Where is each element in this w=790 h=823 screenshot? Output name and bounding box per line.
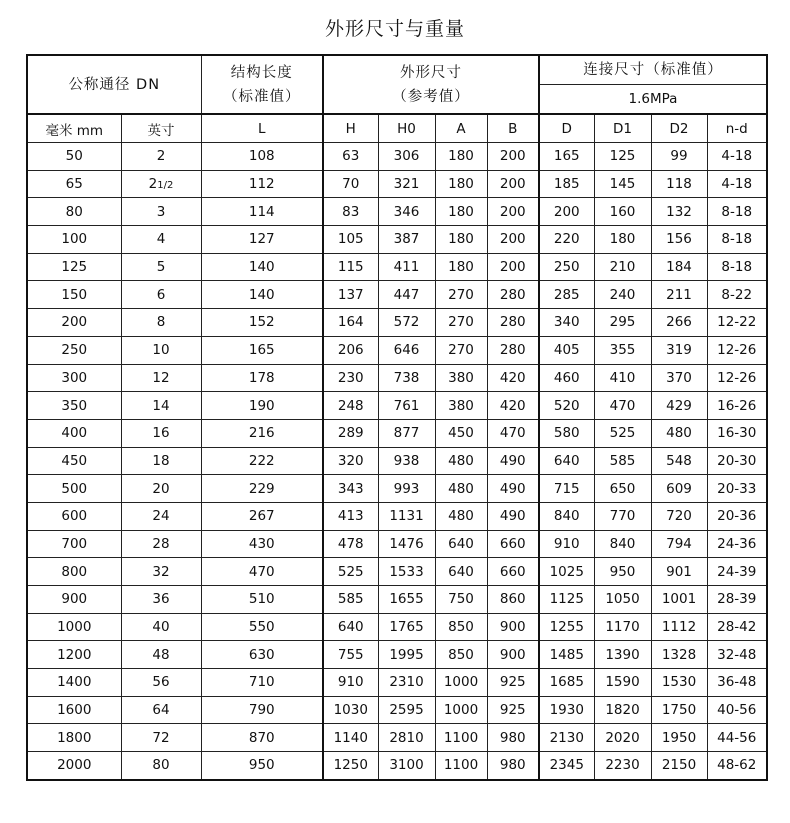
- table-row: [27, 392, 767, 420]
- cell-H: 585: [323, 586, 378, 614]
- cell-length-L: 140: [201, 253, 323, 281]
- cell-D2: 118: [651, 170, 707, 198]
- cell-D: 580: [539, 419, 594, 447]
- cell-dn-inch: 4: [121, 226, 201, 254]
- cell-A: 480: [435, 502, 487, 530]
- cell-H: 105: [323, 226, 378, 254]
- cell-H0: 306: [378, 143, 435, 171]
- cell-H: 164: [323, 309, 378, 337]
- cell-dn-inch: 2: [121, 143, 201, 171]
- cell-n-d: 8-18: [707, 253, 767, 281]
- cell-B: 490: [487, 502, 539, 530]
- cell-n-d: 8-22: [707, 281, 767, 309]
- dimensions-table: [26, 54, 768, 781]
- cell-D1: 1170: [594, 613, 651, 641]
- cell-A: 1100: [435, 724, 487, 752]
- header-outline-line2: （参考值）: [392, 88, 470, 105]
- cell-n-d: 40-56: [707, 696, 767, 724]
- header-structure-length: [201, 55, 323, 114]
- cell-D1: 470: [594, 392, 651, 420]
- cell-dn-inch: 12: [121, 364, 201, 392]
- cell-D2: 99: [651, 143, 707, 171]
- cell-D1: 1820: [594, 696, 651, 724]
- cell-n-d: 8-18: [707, 198, 767, 226]
- cell-dn-inch: 18: [121, 447, 201, 475]
- cell-n-d: 32-48: [707, 641, 767, 669]
- cell-dn-mm: 200: [27, 309, 121, 337]
- col-header-H: H: [323, 114, 378, 143]
- cell-n-d: 8-18: [707, 226, 767, 254]
- cell-length-L: 190: [201, 392, 323, 420]
- cell-n-d: 16-30: [707, 419, 767, 447]
- cell-D: 1930: [539, 696, 594, 724]
- cell-dn-mm: 400: [27, 419, 121, 447]
- cell-B: 280: [487, 281, 539, 309]
- cell-B: 660: [487, 558, 539, 586]
- cell-dn-inch: 72: [121, 724, 201, 752]
- cell-B: 900: [487, 641, 539, 669]
- cell-length-L: 790: [201, 696, 323, 724]
- cell-H0: 2310: [378, 669, 435, 697]
- table-row: [27, 530, 767, 558]
- cell-length-L: 470: [201, 558, 323, 586]
- cell-A: 270: [435, 309, 487, 337]
- cell-length-L: 222: [201, 447, 323, 475]
- cell-H0: 447: [378, 281, 435, 309]
- cell-length-L: 216: [201, 419, 323, 447]
- cell-B: 490: [487, 447, 539, 475]
- cell-length-L: 229: [201, 475, 323, 503]
- cell-n-d: 36-48: [707, 669, 767, 697]
- cell-n-d: 12-22: [707, 309, 767, 337]
- cell-n-d: 24-39: [707, 558, 767, 586]
- cell-D1: 240: [594, 281, 651, 309]
- cell-D: 1685: [539, 669, 594, 697]
- cell-H: 1250: [323, 752, 378, 780]
- cell-D: 1255: [539, 613, 594, 641]
- cell-D2: 609: [651, 475, 707, 503]
- cell-D: 200: [539, 198, 594, 226]
- cell-dn-mm: 50: [27, 143, 121, 171]
- cell-B: 200: [487, 170, 539, 198]
- cell-D2: 429: [651, 392, 707, 420]
- cell-D: 220: [539, 226, 594, 254]
- table-row: [27, 724, 767, 752]
- table-row: [27, 586, 767, 614]
- cell-dn-inch: 80: [121, 752, 201, 780]
- cell-D: 165: [539, 143, 594, 171]
- table-row: [27, 558, 767, 586]
- cell-D: 285: [539, 281, 594, 309]
- cell-length-L: 430: [201, 530, 323, 558]
- cell-A: 180: [435, 170, 487, 198]
- cell-D1: 1590: [594, 669, 651, 697]
- cell-dn-mm: 1800: [27, 724, 121, 752]
- cell-D1: 1390: [594, 641, 651, 669]
- cell-length-L: 550: [201, 613, 323, 641]
- cell-D1: 525: [594, 419, 651, 447]
- cell-H: 343: [323, 475, 378, 503]
- cell-length-L: 108: [201, 143, 323, 171]
- cell-A: 380: [435, 364, 487, 392]
- table-row: [27, 641, 767, 669]
- cell-D: 405: [539, 336, 594, 364]
- cell-dn-mm: 700: [27, 530, 121, 558]
- cell-dn-inch: 16: [121, 419, 201, 447]
- cell-D1: 585: [594, 447, 651, 475]
- table-row: [27, 752, 767, 780]
- cell-H0: 646: [378, 336, 435, 364]
- cell-H: 63: [323, 143, 378, 171]
- cell-D: 185: [539, 170, 594, 198]
- cell-D2: 548: [651, 447, 707, 475]
- cell-dn-mm: 500: [27, 475, 121, 503]
- cell-H: 83: [323, 198, 378, 226]
- cell-length-L: 178: [201, 364, 323, 392]
- cell-length-L: 630: [201, 641, 323, 669]
- cell-B: 200: [487, 143, 539, 171]
- col-header-D2: D2: [651, 114, 707, 143]
- cell-B: 420: [487, 392, 539, 420]
- cell-D2: 794: [651, 530, 707, 558]
- cell-dn-mm: 1400: [27, 669, 121, 697]
- cell-n-d: 16-26: [707, 392, 767, 420]
- cell-D1: 410: [594, 364, 651, 392]
- cell-D2: 480: [651, 419, 707, 447]
- col-header-H0: H0: [378, 114, 435, 143]
- cell-B: 200: [487, 198, 539, 226]
- cell-dn-mm: 125: [27, 253, 121, 281]
- cell-dn-inch: 32: [121, 558, 201, 586]
- table-row: [27, 336, 767, 364]
- cell-n-d: 24-36: [707, 530, 767, 558]
- header-outline-dimensions: [323, 55, 539, 114]
- cell-dn-inch: 20: [121, 475, 201, 503]
- cell-dn-mm: 250: [27, 336, 121, 364]
- cell-H0: 346: [378, 198, 435, 226]
- cell-D1: 650: [594, 475, 651, 503]
- cell-dn-mm: 350: [27, 392, 121, 420]
- cell-D2: 156: [651, 226, 707, 254]
- cell-D: 250: [539, 253, 594, 281]
- cell-n-d: 4-18: [707, 170, 767, 198]
- cell-D1: 145: [594, 170, 651, 198]
- cell-length-L: 870: [201, 724, 323, 752]
- cell-A: 640: [435, 558, 487, 586]
- cell-D2: 370: [651, 364, 707, 392]
- cell-dn-inch: 10: [121, 336, 201, 364]
- cell-length-L: 112: [201, 170, 323, 198]
- header-nominal-dn: 公称通径 DN: [27, 55, 201, 114]
- cell-dn-inch: 56: [121, 669, 201, 697]
- cell-dn-inch: 28: [121, 530, 201, 558]
- cell-A: 640: [435, 530, 487, 558]
- col-header-inch: 英寸: [121, 114, 201, 143]
- table-row: [27, 143, 767, 171]
- cell-D1: 295: [594, 309, 651, 337]
- header-outline-line1: 外形尺寸: [400, 64, 462, 81]
- cell-dn-mm: 150: [27, 281, 121, 309]
- cell-length-L: 267: [201, 502, 323, 530]
- cell-A: 850: [435, 613, 487, 641]
- cell-D1: 210: [594, 253, 651, 281]
- cell-D: 640: [539, 447, 594, 475]
- cell-D2: 1750: [651, 696, 707, 724]
- cell-D2: 184: [651, 253, 707, 281]
- cell-n-d: 4-18: [707, 143, 767, 171]
- col-header-mm: 毫米 mm: [27, 114, 121, 143]
- cell-dn-inch: 21/2: [121, 170, 201, 198]
- cell-B: 925: [487, 696, 539, 724]
- cell-A: 180: [435, 198, 487, 226]
- cell-B: 490: [487, 475, 539, 503]
- table-row: [27, 502, 767, 530]
- cell-n-d: 28-42: [707, 613, 767, 641]
- inch-fraction: 1/2: [157, 180, 174, 192]
- cell-dn-inch: 3: [121, 198, 201, 226]
- cell-H0: 2810: [378, 724, 435, 752]
- cell-D: 715: [539, 475, 594, 503]
- table-row: [27, 475, 767, 503]
- cell-H0: 387: [378, 226, 435, 254]
- cell-dn-mm: 900: [27, 586, 121, 614]
- cell-D: 2345: [539, 752, 594, 780]
- table-row: [27, 281, 767, 309]
- cell-B: 980: [487, 752, 539, 780]
- cell-dn-mm: 80: [27, 198, 121, 226]
- cell-A: 180: [435, 226, 487, 254]
- cell-H: 289: [323, 419, 378, 447]
- header-structure-length-line2: （标准值）: [223, 88, 301, 105]
- cell-A: 850: [435, 641, 487, 669]
- cell-H: 1030: [323, 696, 378, 724]
- cell-B: 280: [487, 309, 539, 337]
- cell-H0: 2595: [378, 696, 435, 724]
- table-row: [27, 253, 767, 281]
- col-header-D1: D1: [594, 114, 651, 143]
- cell-length-L: 114: [201, 198, 323, 226]
- header-structure-length-line1: 结构长度: [230, 64, 293, 81]
- cell-dn-mm: 600: [27, 502, 121, 530]
- cell-D1: 2230: [594, 752, 651, 780]
- cell-n-d: 20-33: [707, 475, 767, 503]
- cell-dn-mm: 2000: [27, 752, 121, 780]
- cell-A: 480: [435, 447, 487, 475]
- cell-B: 925: [487, 669, 539, 697]
- cell-H0: 1476: [378, 530, 435, 558]
- cell-D2: 266: [651, 309, 707, 337]
- col-header-D: D: [539, 114, 594, 143]
- cell-H0: 738: [378, 364, 435, 392]
- cell-n-d: 28-39: [707, 586, 767, 614]
- table-row: [27, 613, 767, 641]
- table-row: [27, 364, 767, 392]
- table-row: [27, 669, 767, 697]
- cell-H0: 321: [378, 170, 435, 198]
- cell-dn-inch: 6: [121, 281, 201, 309]
- cell-H0: 411: [378, 253, 435, 281]
- cell-H: 70: [323, 170, 378, 198]
- cell-D: 1125: [539, 586, 594, 614]
- table-row: [27, 447, 767, 475]
- cell-H0: 1995: [378, 641, 435, 669]
- cell-dn-inch: 36: [121, 586, 201, 614]
- cell-D1: 1050: [594, 586, 651, 614]
- table-row: [27, 198, 767, 226]
- table-row: [27, 226, 767, 254]
- cell-dn-mm: 65: [27, 170, 121, 198]
- cell-n-d: 20-30: [707, 447, 767, 475]
- cell-n-d: 48-62: [707, 752, 767, 780]
- cell-B: 280: [487, 336, 539, 364]
- cell-D1: 355: [594, 336, 651, 364]
- cell-D2: 319: [651, 336, 707, 364]
- cell-n-d: 12-26: [707, 364, 767, 392]
- col-header-L: L: [201, 114, 323, 143]
- cell-D: 340: [539, 309, 594, 337]
- cell-H: 248: [323, 392, 378, 420]
- cell-A: 1100: [435, 752, 487, 780]
- cell-D2: 1328: [651, 641, 707, 669]
- cell-A: 270: [435, 336, 487, 364]
- col-header-n-d: n-d: [707, 114, 767, 143]
- cell-length-L: 140: [201, 281, 323, 309]
- cell-D: 1485: [539, 641, 594, 669]
- table-row: [27, 696, 767, 724]
- cell-H: 115: [323, 253, 378, 281]
- cell-H0: 572: [378, 309, 435, 337]
- cell-B: 200: [487, 226, 539, 254]
- cell-D1: 770: [594, 502, 651, 530]
- cell-dn-mm: 1200: [27, 641, 121, 669]
- cell-D: 840: [539, 502, 594, 530]
- cell-A: 480: [435, 475, 487, 503]
- cell-A: 180: [435, 253, 487, 281]
- cell-D1: 180: [594, 226, 651, 254]
- cell-H0: 1655: [378, 586, 435, 614]
- cell-H: 525: [323, 558, 378, 586]
- cell-A: 450: [435, 419, 487, 447]
- cell-A: 380: [435, 392, 487, 420]
- cell-D2: 1950: [651, 724, 707, 752]
- cell-B: 200: [487, 253, 539, 281]
- header-pressure: 1.6MPa: [539, 85, 767, 115]
- cell-D2: 1112: [651, 613, 707, 641]
- cell-length-L: 950: [201, 752, 323, 780]
- cell-H: 910: [323, 669, 378, 697]
- cell-D2: 2150: [651, 752, 707, 780]
- cell-dn-mm: 800: [27, 558, 121, 586]
- cell-H: 1140: [323, 724, 378, 752]
- cell-D: 520: [539, 392, 594, 420]
- cell-H: 320: [323, 447, 378, 475]
- cell-D2: 901: [651, 558, 707, 586]
- cell-length-L: 165: [201, 336, 323, 364]
- cell-D1: 950: [594, 558, 651, 586]
- cell-D1: 160: [594, 198, 651, 226]
- cell-D2: 211: [651, 281, 707, 309]
- cell-H0: 761: [378, 392, 435, 420]
- cell-A: 1000: [435, 669, 487, 697]
- cell-length-L: 127: [201, 226, 323, 254]
- cell-dn-mm: 1600: [27, 696, 121, 724]
- cell-B: 980: [487, 724, 539, 752]
- cell-dn-mm: 450: [27, 447, 121, 475]
- cell-n-d: 12-26: [707, 336, 767, 364]
- cell-H: 640: [323, 613, 378, 641]
- cell-dn-mm: 100: [27, 226, 121, 254]
- cell-D: 460: [539, 364, 594, 392]
- cell-dn-inch: 64: [121, 696, 201, 724]
- cell-D1: 2020: [594, 724, 651, 752]
- cell-A: 750: [435, 586, 487, 614]
- col-header-A: A: [435, 114, 487, 143]
- cell-H: 137: [323, 281, 378, 309]
- cell-length-L: 152: [201, 309, 323, 337]
- cell-H0: 877: [378, 419, 435, 447]
- cell-dn-inch: 5: [121, 253, 201, 281]
- cell-H0: 993: [378, 475, 435, 503]
- cell-A: 270: [435, 281, 487, 309]
- cell-H0: 3100: [378, 752, 435, 780]
- cell-D2: 1530: [651, 669, 707, 697]
- cell-B: 470: [487, 419, 539, 447]
- cell-n-d: 20-36: [707, 502, 767, 530]
- cell-dn-inch: 14: [121, 392, 201, 420]
- cell-H: 478: [323, 530, 378, 558]
- cell-B: 860: [487, 586, 539, 614]
- cell-length-L: 510: [201, 586, 323, 614]
- cell-n-d: 44-56: [707, 724, 767, 752]
- cell-B: 420: [487, 364, 539, 392]
- cell-H: 413: [323, 502, 378, 530]
- table-row: [27, 309, 767, 337]
- cell-D2: 1001: [651, 586, 707, 614]
- cell-B: 900: [487, 613, 539, 641]
- cell-dn-inch: 40: [121, 613, 201, 641]
- col-header-B: B: [487, 114, 539, 143]
- cell-dn-mm: 1000: [27, 613, 121, 641]
- cell-D: 910: [539, 530, 594, 558]
- cell-A: 1000: [435, 696, 487, 724]
- cell-D1: 125: [594, 143, 651, 171]
- cell-dn-mm: 300: [27, 364, 121, 392]
- header-connection-dimensions: 连接尺寸（标准值）: [539, 55, 767, 85]
- cell-dn-inch: 24: [121, 502, 201, 530]
- cell-D: 1025: [539, 558, 594, 586]
- cell-A: 180: [435, 143, 487, 171]
- cell-H0: 1533: [378, 558, 435, 586]
- cell-H0: 1765: [378, 613, 435, 641]
- cell-H0: 938: [378, 447, 435, 475]
- cell-H: 755: [323, 641, 378, 669]
- cell-D: 2130: [539, 724, 594, 752]
- table-row: [27, 170, 767, 198]
- cell-length-L: 710: [201, 669, 323, 697]
- cell-dn-inch: 48: [121, 641, 201, 669]
- cell-dn-inch: 8: [121, 309, 201, 337]
- cell-H0: 1131: [378, 502, 435, 530]
- cell-B: 660: [487, 530, 539, 558]
- cell-H: 206: [323, 336, 378, 364]
- cell-H: 230: [323, 364, 378, 392]
- cell-D1: 840: [594, 530, 651, 558]
- cell-D2: 132: [651, 198, 707, 226]
- cell-D2: 720: [651, 502, 707, 530]
- table-row: [27, 419, 767, 447]
- page-title: 外形尺寸与重量: [324, 18, 465, 40]
